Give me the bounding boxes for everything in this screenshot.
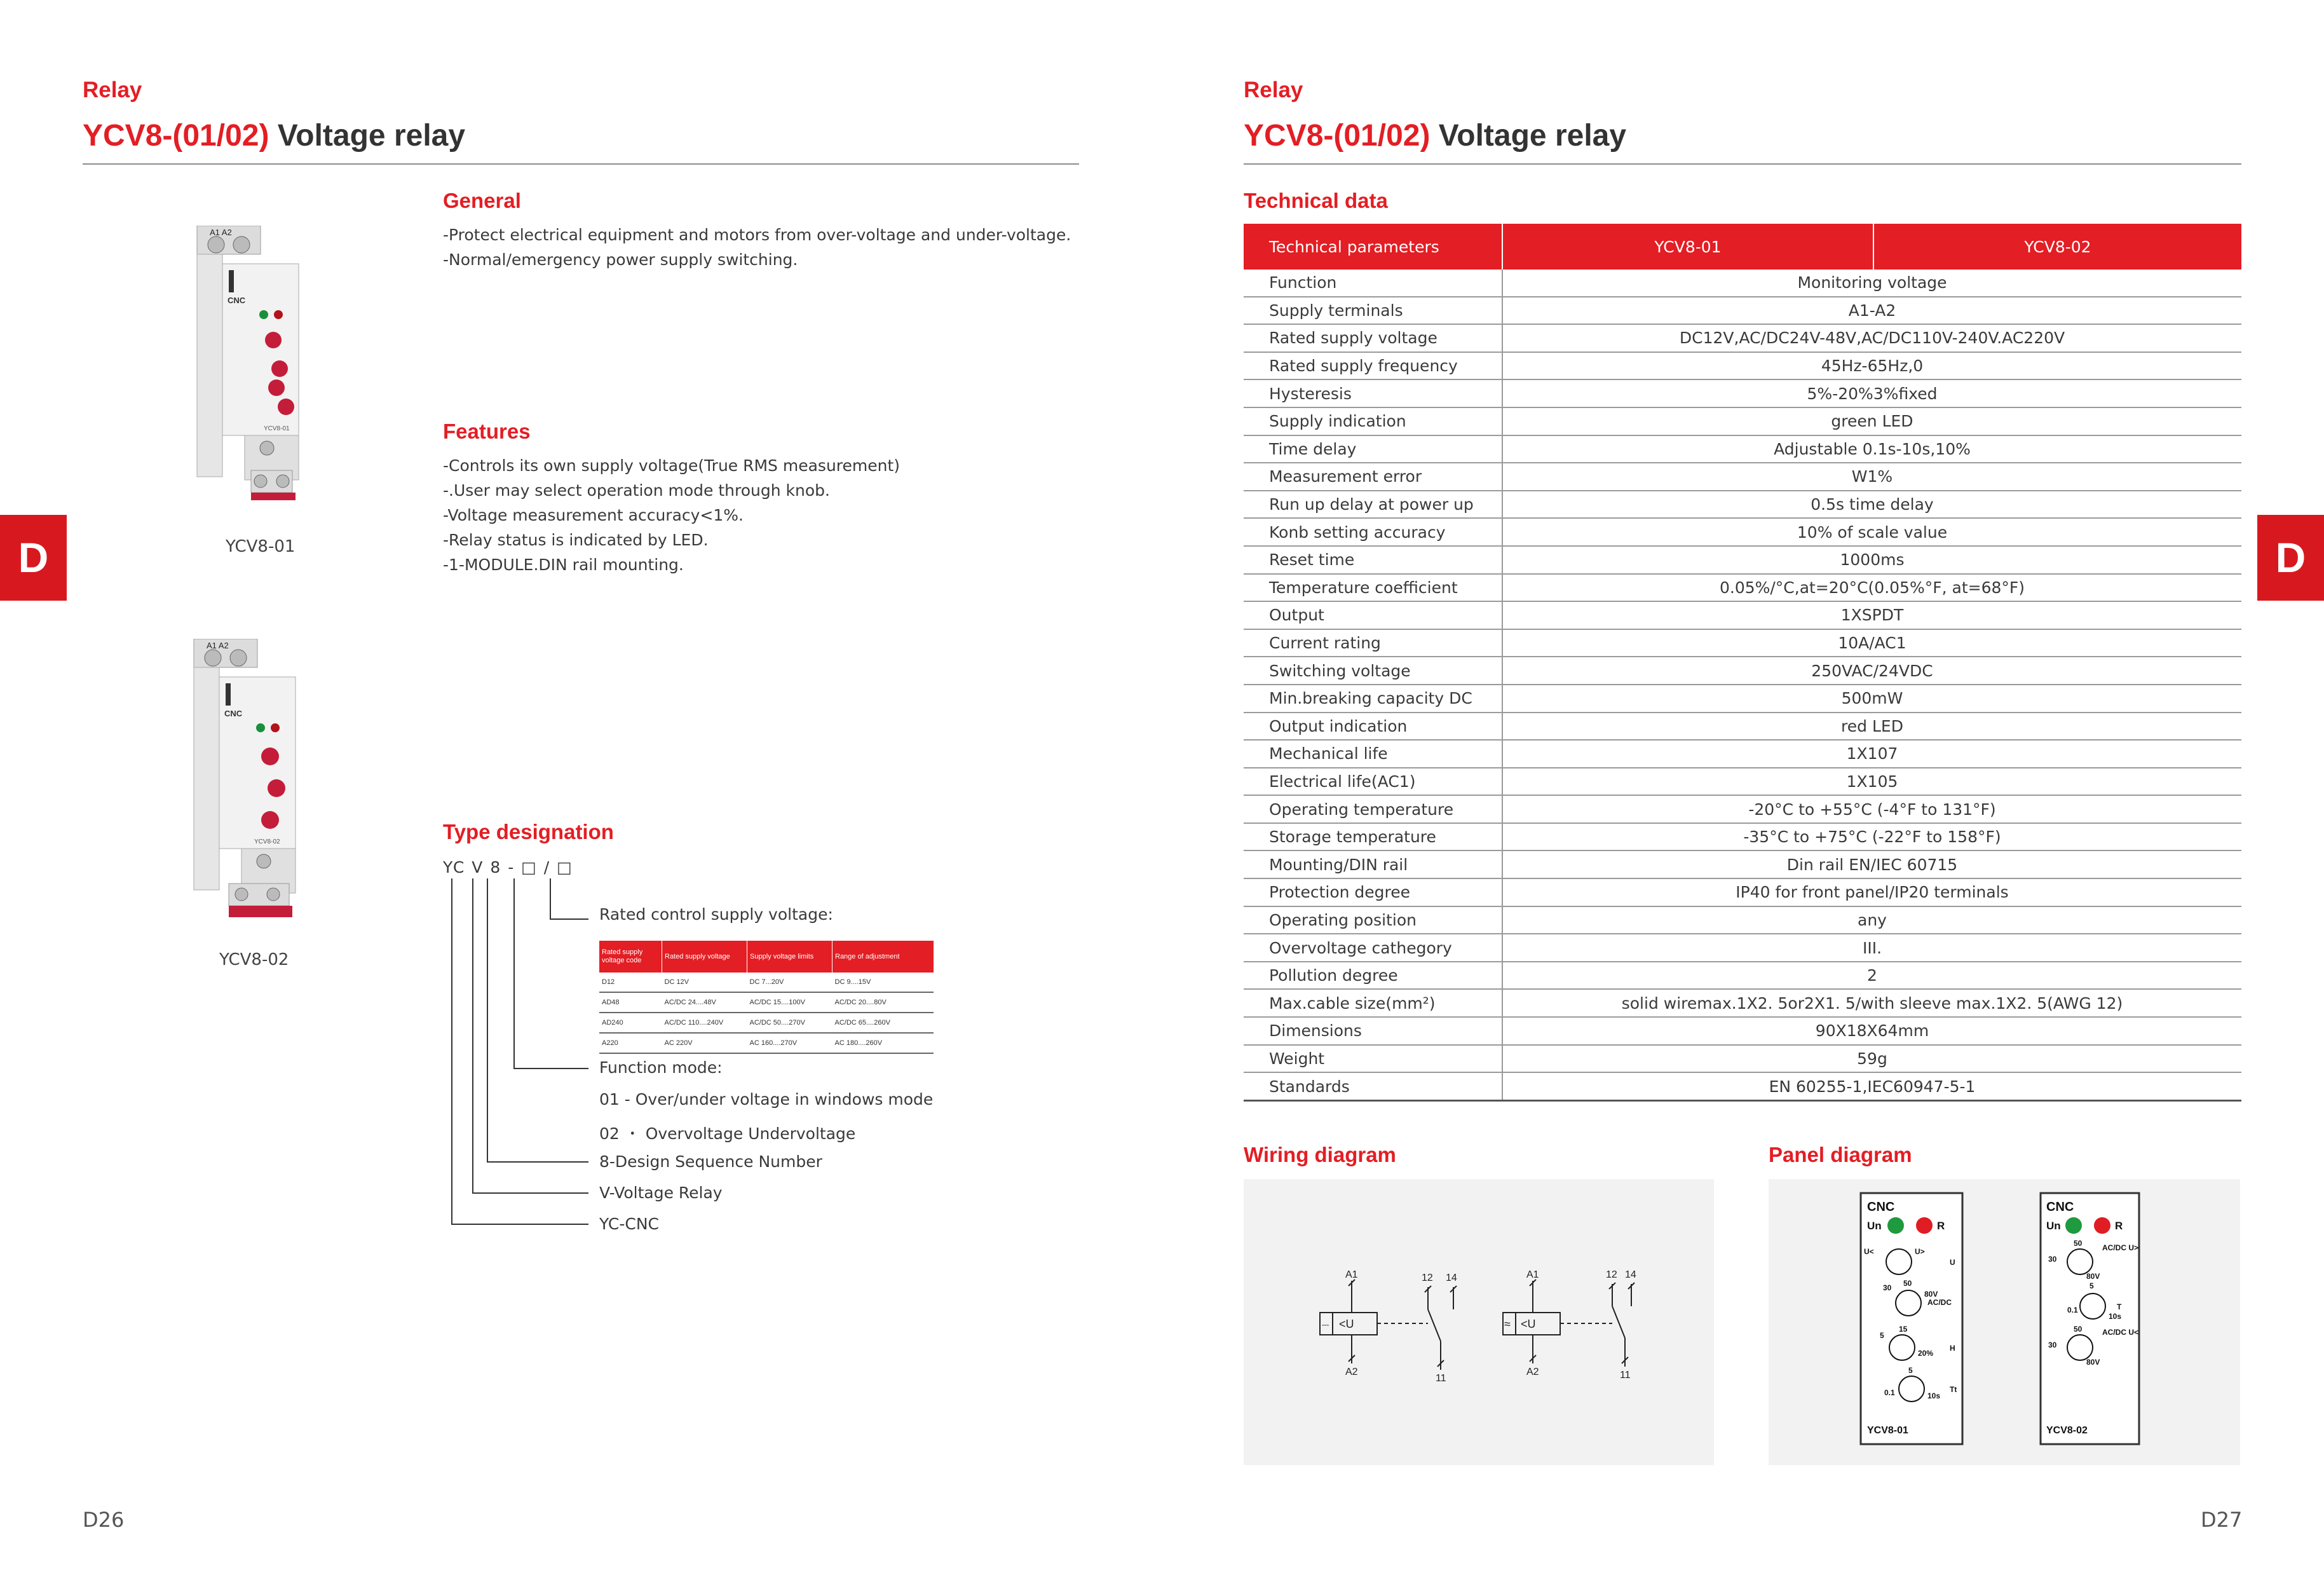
- panel2-r: R: [2115, 1220, 2123, 1232]
- tech-param-cell: Mounting/DIN rail: [1244, 850, 1502, 878]
- tech-param-cell: Max.cable size(mm²): [1244, 989, 1502, 1017]
- mini-table-row: [599, 973, 934, 992]
- right-title-name: Voltage relay: [1430, 119, 1627, 153]
- tech-table-row: [1244, 518, 2241, 546]
- tech-table-row: [1244, 906, 2241, 934]
- panel2-knob2-scale: 5: [2090, 1281, 2094, 1290]
- tech-param-cell: Current rating: [1244, 629, 1502, 657]
- panel2-knob3-scale: 80V: [2086, 1358, 2100, 1367]
- wiring-12-right: 12: [1606, 1269, 1617, 1280]
- wiring-14-right: 14: [1625, 1269, 1636, 1280]
- mini-cell: AC/DC 65....260V: [832, 1013, 934, 1033]
- bracket-line: [451, 1224, 588, 1225]
- tech-table-row: [1244, 324, 2241, 352]
- type-code-string: YC V 8 - □ / □: [443, 858, 573, 877]
- tech-param-cell: Konb setting accuracy: [1244, 518, 1502, 546]
- tech-param-cell: Min.breaking capacity DC: [1244, 685, 1502, 713]
- tech-value-cell: W1%: [1502, 463, 2241, 491]
- tech-table-row: [1244, 878, 2241, 906]
- wiring-a2-left: A2: [1345, 1367, 1358, 1377]
- feature-line: -1-MODULE.DIN rail mounting.: [443, 556, 684, 574]
- panel2-brand: CNC: [2046, 1200, 2074, 1214]
- tech-table-row: [1244, 435, 2241, 463]
- tech-value-cell: 5%-20%3%fixed: [1502, 379, 2241, 407]
- tech-param-cell: Switching voltage: [1244, 657, 1502, 685]
- mini-cell: A220: [599, 1033, 662, 1053]
- tech-table-row: [1244, 407, 2241, 435]
- panel1-un: Un: [1867, 1220, 1882, 1232]
- feature-line: -Relay status is indicated by LED.: [443, 531, 709, 549]
- tech-value-cell: solid wiremax.1X2. 5or2X1. 5/with sleeve max.1X2. 5(AWG 12): [1502, 989, 2241, 1017]
- left-page-number: D26: [83, 1508, 125, 1532]
- mini-col-header: Rated supply voltage: [662, 941, 747, 973]
- mini-table-header: [599, 941, 934, 973]
- function-mode-label: Function mode:: [599, 1058, 723, 1077]
- right-title-code: YCV8-(01/02): [1244, 119, 1430, 153]
- tech-param-cell: Mechanical life: [1244, 740, 1502, 768]
- tech-value-cell: EN 60255-1,IEC60947-5-1: [1502, 1072, 2241, 1100]
- mini-cell: AD48: [599, 992, 662, 1013]
- tech-table-row: [1244, 934, 2241, 962]
- product1-model-tag: YCV8-01: [264, 425, 290, 432]
- panel2-model: YCV8-02: [2046, 1425, 2088, 1436]
- tech-value-cell: Adjustable 0.1s-10s,10%: [1502, 435, 2241, 463]
- tech-table-row: [1244, 685, 2241, 713]
- left-category: Relay: [83, 78, 142, 102]
- tech-value-cell: A1-A2: [1502, 297, 2241, 325]
- function-mode-01: 01 - Over/under voltage in windows mode: [599, 1090, 934, 1109]
- tech-value-cell: red LED: [1502, 713, 2241, 741]
- col-header-parameters: Technical parameters: [1244, 224, 1502, 270]
- panel2-knob1-scale: 30: [2048, 1255, 2057, 1264]
- general-line: -Protect electrical equipment and motors from over-voltage and under-voltage.: [443, 226, 1071, 244]
- panel1-knob4-side: Tt: [1950, 1385, 1957, 1394]
- tech-table-row: [1244, 823, 2241, 851]
- wiring-12-left: 12: [1422, 1273, 1433, 1283]
- design-sequence-label: 8-Design Sequence Number: [599, 1152, 822, 1171]
- panel1-knob4-scale: 0.1: [1884, 1388, 1895, 1397]
- feature-line: -.User may select operation mode through knob.: [443, 481, 830, 500]
- mini-col-header: Range of adjustment: [832, 941, 934, 973]
- tech-param-cell: Standards: [1244, 1072, 1502, 1100]
- tech-value-cell: 10A/AC1: [1502, 629, 2241, 657]
- function-mode-02: 02 ・ Overvoltage Undervoltage: [599, 1124, 856, 1143]
- feature-line: -Voltage measurement accuracy<1%.: [443, 506, 744, 524]
- right-section-tab: D: [2257, 515, 2324, 601]
- mini-cell: AC 220V: [662, 1033, 747, 1053]
- tech-table-row: [1244, 740, 2241, 768]
- tech-table-row: [1244, 1017, 2241, 1045]
- tech-value-cell: 59g: [1502, 1045, 2241, 1073]
- tech-table-row: [1244, 1072, 2241, 1100]
- panel2-knob2-side: T: [2117, 1302, 2122, 1311]
- tech-value-cell: 2: [1502, 962, 2241, 990]
- bracket-line: [550, 918, 588, 920]
- wiring-u-left: <U: [1339, 1318, 1354, 1330]
- mini-table-row: [599, 992, 934, 1013]
- right-header-rule: [1244, 163, 2241, 165]
- wiring-11-left: 11: [1436, 1373, 1446, 1384]
- panel1-knob2-scale: 80V: [1924, 1290, 1938, 1299]
- tech-value-cell: IP40 for front panel/IP20 terminals: [1502, 878, 2241, 906]
- rated-voltage-table: [599, 941, 934, 1054]
- panel1-knob2-side: AC/DC: [1927, 1298, 1952, 1307]
- mini-table-row: [599, 1033, 934, 1053]
- tech-value-cell: DC12V,AC/DC24V-48V,AC/DC110V-240V.AC220V: [1502, 324, 2241, 352]
- mini-cell: AC/DC 110....240V: [662, 1013, 747, 1033]
- tech-table-row: [1244, 1045, 2241, 1073]
- mini-cell: AC 160....270V: [747, 1033, 832, 1053]
- product-image-ycv8-02: [187, 639, 321, 925]
- tech-value-cell: 45Hz-65Hz,0: [1502, 352, 2241, 380]
- tech-table-row: [1244, 962, 2241, 990]
- tech-value-cell: green LED: [1502, 407, 2241, 435]
- product2-model-tag: YCV8-02: [254, 838, 280, 845]
- mini-cell: AC/DC 20....80V: [832, 992, 934, 1013]
- tech-param-cell: Overvoltage cathegory: [1244, 934, 1502, 962]
- tech-param-cell: Rated supply frequency: [1244, 352, 1502, 380]
- tech-param-cell: Run up delay at power up: [1244, 491, 1502, 519]
- tech-param-cell: Rated supply voltage: [1244, 324, 1502, 352]
- mini-cell: D12: [599, 973, 662, 992]
- tech-value-cell: 1000ms: [1502, 546, 2241, 574]
- tech-value-cell: 0.05%/°C,at=20°C(0.05%°F, at=68°F): [1502, 574, 2241, 602]
- left-page-title: [83, 118, 465, 153]
- panel2-knob2-scale: 0.1: [2067, 1306, 2078, 1314]
- tech-table-row: [1244, 270, 2241, 297]
- mini-col-header: Rated supply voltage code: [599, 941, 662, 973]
- tech-param-cell: Weight: [1244, 1045, 1502, 1073]
- wiring-a2-right: A2: [1526, 1367, 1539, 1377]
- yc-cnc-label: YC-CNC: [599, 1215, 659, 1233]
- panel1-knob2-scale: 50: [1903, 1279, 1912, 1288]
- tech-value-cell: Din rail EN/IEC 60715: [1502, 850, 2241, 878]
- mini-cell: DC 9....15V: [832, 973, 934, 992]
- panel1-knob3-side: H: [1950, 1344, 1955, 1353]
- wiring-a1-right: A1: [1526, 1269, 1539, 1280]
- col-header-ycv8-02: YCV8-02: [1873, 224, 2241, 270]
- tech-param-cell: Pollution degree: [1244, 962, 1502, 990]
- tech-table-row: [1244, 713, 2241, 741]
- product2-caption: YCV8-02: [219, 950, 289, 969]
- bracket-line: [472, 1192, 588, 1194]
- tech-value-cell: 1XSPDT: [1502, 601, 2241, 629]
- technical-data-table: [1244, 224, 2241, 1102]
- tech-value-cell: 0.5s time delay: [1502, 491, 2241, 519]
- tech-table-row: [1244, 768, 2241, 796]
- general-line: -Normal/emergency power supply switching.: [443, 250, 798, 269]
- tech-table-row: [1244, 463, 2241, 491]
- tech-param-cell: Operating position: [1244, 906, 1502, 934]
- panel-diagram-title: Panel diagram: [1769, 1143, 1912, 1166]
- panel1-knob2-scale: 30: [1883, 1283, 1892, 1292]
- panel1-model: YCV8-01: [1867, 1425, 1908, 1436]
- tech-param-cell: Output: [1244, 601, 1502, 629]
- left-title-name: Voltage relay: [269, 119, 466, 153]
- right-page-title: [1244, 118, 1626, 153]
- tech-value-cell: 500mW: [1502, 685, 2241, 713]
- tech-param-cell: Reset time: [1244, 546, 1502, 574]
- mini-cell: DC 12V: [662, 973, 747, 992]
- panel1-knob4-scale: 5: [1908, 1366, 1913, 1375]
- left-section-tab: D: [0, 515, 67, 601]
- panel2-knob3-scale: 30: [2048, 1341, 2057, 1349]
- mini-cell: AC/DC 50....270V: [747, 1013, 832, 1033]
- wiring-diagram-panel: [1244, 1179, 1714, 1465]
- wiring-dc-symbol: ⎓: [1322, 1320, 1329, 1330]
- panel2-knob1-scale: 50: [2074, 1239, 2083, 1248]
- bracket-line: [472, 878, 473, 1192]
- tech-param-cell: Hysteresis: [1244, 379, 1502, 407]
- general-text: [443, 222, 1071, 272]
- tech-param-cell: Measurement error: [1244, 463, 1502, 491]
- panel-diagram: [1769, 1179, 2240, 1465]
- tech-table-row: [1244, 352, 2241, 380]
- product1-brand: CNC: [228, 296, 246, 305]
- product2-brand: CNC: [224, 709, 243, 718]
- panel1-knob1-scale: U<: [1864, 1247, 1874, 1256]
- wiring-11-right: 11: [1620, 1370, 1631, 1381]
- tech-param-cell: Storage temperature: [1244, 823, 1502, 851]
- right-page-number: D27: [2201, 1508, 2243, 1532]
- tech-table-row: [1244, 850, 2241, 878]
- tech-value-cell: any: [1502, 906, 2241, 934]
- rated-voltage-label: Rated control supply voltage:: [599, 905, 833, 924]
- tech-table-row: [1244, 379, 2241, 407]
- tech-param-cell: Time delay: [1244, 435, 1502, 463]
- tech-table-row: [1244, 657, 2241, 685]
- features-title: Features: [443, 420, 531, 443]
- tech-param-cell: Operating temperature: [1244, 795, 1502, 823]
- tech-table-row: [1244, 989, 2241, 1017]
- type-designation-title: Type designation: [443, 820, 614, 843]
- panel1-r: R: [1937, 1220, 1945, 1232]
- tech-table-row: [1244, 601, 2241, 629]
- panel1-knob1-side: U: [1950, 1258, 1955, 1267]
- svg-text:A1 A2: A1 A2: [210, 228, 232, 237]
- tech-value-cell: 1X105: [1502, 768, 2241, 796]
- tech-table-row: [1244, 629, 2241, 657]
- panel2-un: Un: [2046, 1220, 2061, 1232]
- mini-cell: AC/DC 24....48V: [662, 992, 747, 1013]
- left-header-rule: [83, 163, 1079, 165]
- tech-table-row: [1244, 795, 2241, 823]
- panel2-knob1-scale: 80V: [2086, 1272, 2100, 1281]
- panel2-knob3-side: AC/DC U<: [2102, 1328, 2139, 1337]
- bracket-line: [513, 1068, 588, 1069]
- tech-param-cell: Output indication: [1244, 713, 1502, 741]
- wiring-diagram-title: Wiring diagram: [1244, 1143, 1396, 1166]
- technical-data-title: Technical data: [1244, 189, 1388, 212]
- tech-table-header: [1244, 224, 2241, 270]
- mini-col-header: Supply voltage limits: [747, 941, 832, 973]
- panel2-knob3-scale: 50: [2074, 1325, 2083, 1334]
- tech-param-cell: Temperature coefficient: [1244, 574, 1502, 602]
- bracket-line: [487, 1161, 588, 1163]
- tech-value-cell: Monitoring voltage: [1502, 270, 2241, 297]
- tech-value-cell: III.: [1502, 934, 2241, 962]
- product-image-ycv8-01: [191, 226, 324, 512]
- bracket-line: [487, 878, 488, 1161]
- bracket-line: [451, 878, 452, 1224]
- tech-table-row: [1244, 297, 2241, 325]
- tech-value-cell: 90X18X64mm: [1502, 1017, 2241, 1045]
- tech-value-cell: -20°C to +55°C (-4°F to 131°F): [1502, 795, 2241, 823]
- tech-param-cell: Dimensions: [1244, 1017, 1502, 1045]
- tech-table-row: [1244, 574, 2241, 602]
- tech-param-cell: Protection degree: [1244, 878, 1502, 906]
- wiring-diagram: [1244, 1179, 1714, 1465]
- tech-param-cell: Function: [1244, 270, 1502, 297]
- tech-table-row: [1244, 491, 2241, 519]
- product1-caption: YCV8-01: [226, 537, 296, 556]
- tech-param-cell: Supply terminals: [1244, 297, 1502, 325]
- tech-param-cell: Supply indication: [1244, 407, 1502, 435]
- panel1-brand: CNC: [1867, 1200, 1895, 1214]
- feature-line: -Controls its own supply voltage(True RMS measurement): [443, 456, 900, 475]
- wiring-ac-symbol: ≈: [1504, 1318, 1511, 1330]
- panel2-knob2-scale: 10s: [2109, 1312, 2122, 1321]
- mini-cell: DC 7...20V: [747, 973, 832, 992]
- panel2-knob1-side: AC/DC U>: [2102, 1243, 2139, 1252]
- wiring-14-left: 14: [1446, 1273, 1457, 1283]
- left-title-code: YCV8-(01/02): [83, 119, 269, 153]
- tech-value-cell: 250VAC/24VDC: [1502, 657, 2241, 685]
- panel1-knob3-scale: 20%: [1918, 1349, 1934, 1358]
- panel-diagram-panel: [1769, 1179, 2240, 1465]
- mini-table-row: [599, 1013, 934, 1033]
- mini-cell: AC 180....260V: [832, 1033, 934, 1053]
- mini-cell: AD240: [599, 1013, 662, 1033]
- right-category: Relay: [1244, 78, 1303, 102]
- tech-value-cell: 10% of scale value: [1502, 518, 2241, 546]
- wiring-u-right: <U: [1521, 1318, 1536, 1330]
- voltage-relay-label: V-Voltage Relay: [599, 1184, 723, 1202]
- bracket-line: [550, 878, 551, 918]
- bracket-line: [513, 878, 515, 1068]
- panel1-knob1-scale: U>: [1915, 1247, 1925, 1256]
- panel1-knob3-scale: 15: [1899, 1325, 1908, 1334]
- wiring-a1-left: A1: [1345, 1269, 1358, 1280]
- panel1-knob4-scale: 10s: [1927, 1391, 1941, 1400]
- tech-value-cell: -35°C to +75°C (-22°F to 158°F): [1502, 823, 2241, 851]
- tech-table-row: [1244, 546, 2241, 574]
- svg-text:A1 A2: A1 A2: [207, 641, 229, 650]
- panel1-knob3-scale: 5: [1880, 1331, 1884, 1340]
- features-text: [443, 453, 900, 577]
- tech-param-cell: Electrical life(AC1): [1244, 768, 1502, 796]
- col-header-ycv8-01: YCV8-01: [1502, 224, 1873, 270]
- mini-cell: AC/DC 15....100V: [747, 992, 832, 1013]
- tech-value-cell: 1X107: [1502, 740, 2241, 768]
- general-title: General: [443, 189, 521, 212]
